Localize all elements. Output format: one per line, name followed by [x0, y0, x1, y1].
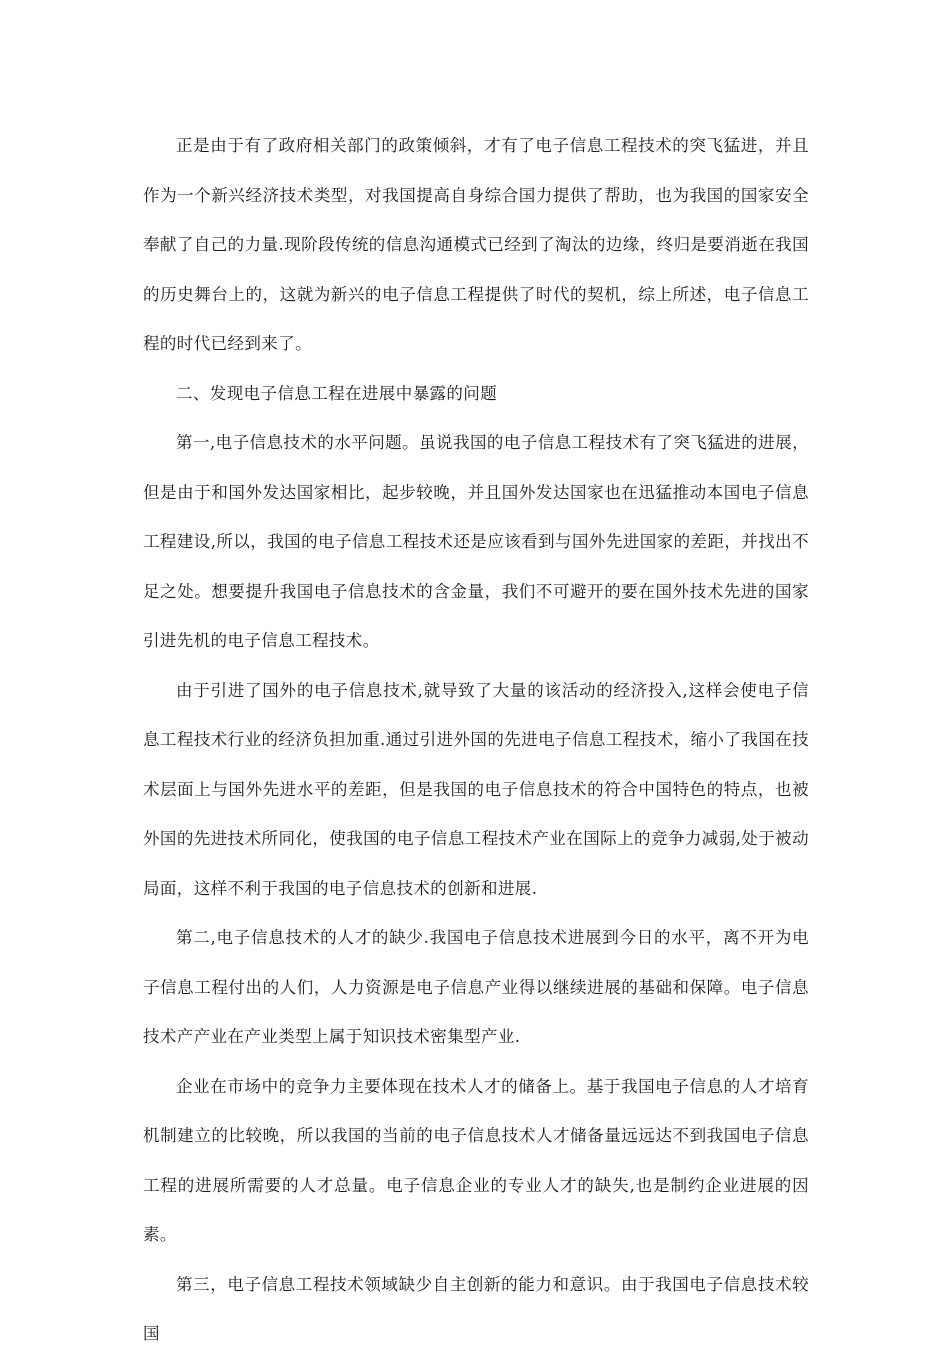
paragraph-policy-support: 正是由于有了政府相关部门的政策倾斜，才有了电子信息工程技术的突飞猛进，并且作为一个新兴经济技术类型，对我国提高自身综合国力提供了帮助，也为我国的国家安全奉献了自己的力量.现阶段传统的信息沟通模式已经到了淘汰的边缘，终归是要消逝在我国的历史舞台上的，这就为新兴的电子信息工程提供了时代的契机，综上所述，电子信息工程的时代已经到来了。	[143, 136, 809, 353]
paragraph-foreign-tech-import: 由于引进了国外的电子信息技术,就导致了大量的该活动的经济投入,这样会使电子信息工程技术行业的经济负担加重.通过引进外国的先进电子信息工程技术，缩小了我国在技术层面上与国外先进水平的差距，但是我国的电子信息技术的符合中国特色的特点，也被外国的先进技术所同化，使我国的电子信息工程技术产业在国际上的竞争力减弱,处于被动局面，这样不利于我国的电子信息技术的创新和进展.	[143, 680, 809, 898]
paragraph-talent-reserve: 企业在市场中的竞争力主要体现在技术人才的储备上。基于我国电子信息的人才培育机制建立的比较晚，所以我国的当前的电子信息技术人才储备量远远达不到我国电子信息工程的进展所需要的人才总量。电子信息企业的专业人才的缺失,也是制约企业进展的因素。	[143, 1076, 809, 1244]
paragraph-tech-level: 第一,电子信息技术的水平问题。虽说我国的电子信息工程技术有了突飞猛进的进展，但是由于和国外发达国家相比，起步较晚，并且国外发达国家也在迅猛推动本国电子信息工程建设,所以，我国的电子信息工程技术还是应该看到与国外先进国家的差距，并找出不足之处。想要提升我国电子信息技术的含金量，我们不可避开的要在国外技术先进的国家引进先机的电子信息工程技术。	[143, 433, 809, 650]
paragraph-talent-shortage: 第二,电子信息技术的人才的缺少.我国电子信息技术进展到今日的水平，离不开为电子信息工程付出的人们，人力资源是电子信息产业得以继续进展的基础和保障。电子信息技术产产业在产业类型上属于知识技术密集型产业.	[143, 928, 809, 1046]
paragraph-innovation-lack: 第三，电子信息工程技术领域缺少自主创新的能力和意识。由于我国电子信息技术较国	[143, 1274, 809, 1343]
document-body	[143, 121, 809, 1359]
section-heading-problems: 二、发现电子信息工程在进展中暴露的问题	[176, 383, 498, 403]
